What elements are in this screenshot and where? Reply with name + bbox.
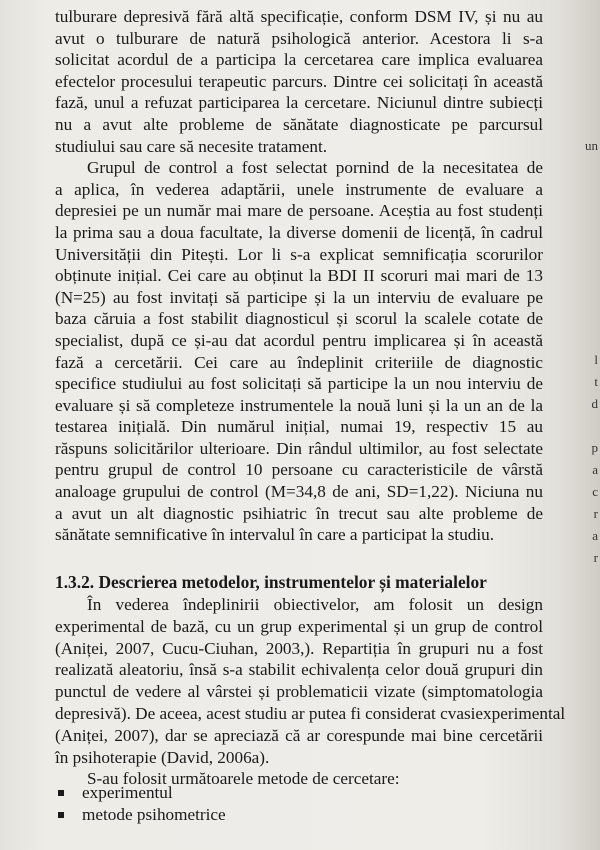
- text-line: baza căruia a fost stabilit diagnosticul și scorul la scalele cotate de: [55, 309, 543, 329]
- methods-intro: S-au folosit următoarele metode de cercetare:: [87, 769, 400, 789]
- text-line: răspuns solicitărilor ulterioare. Din rândul ultimilor, au fost selectate: [55, 438, 543, 458]
- margin-fragment: un: [585, 138, 598, 153]
- list-item-label: metode psihometrice: [82, 805, 226, 824]
- text-line: (Aniței, 2007), dar se apreciază că ar corespunde mai bine cercetării: [55, 725, 543, 745]
- list-item-label: experimentul: [82, 783, 173, 802]
- text-line: Grupul de control a fost selectat pornind de la necesitatea de: [87, 158, 543, 178]
- text-line: Universității din Pitești. Lor li s-a explicat semnificația scorurilor: [55, 244, 543, 264]
- text-line: sănătate semnificative în intervalul în care a participat la studiu.: [55, 525, 495, 545]
- margin-fragment: p: [591, 440, 598, 455]
- text-line: tulburare depresivă fără altă specificație, conform DSM IV, și nu au: [55, 7, 543, 26]
- text-line: fază a cercetării. Cei care au îndeplinit criteriile de diagnostic: [55, 352, 543, 372]
- margin-fragment: c: [592, 484, 598, 499]
- list-item: [58, 782, 226, 804]
- text-line: nu a avut alte probleme de sănătate diagnosticate pe parcursul: [55, 114, 543, 134]
- text-line: avut o tulburare de natură psihologică anterior. Acestora li s-a: [55, 28, 543, 48]
- text-line: a avut un alt diagnostic psihiatric în trecut sau alte probleme de: [55, 503, 543, 523]
- margin-fragment: a: [592, 528, 598, 543]
- adjacent-page-edge: [574, 0, 600, 850]
- margin-fragment: l: [594, 352, 598, 367]
- text-line: în psihoterapie (David, 2006a).: [55, 747, 270, 767]
- text-line: obținute inițial. Cei care au obținut la BDI II scoruri mai mari de 13: [55, 266, 543, 286]
- text-line: punctul de vedere al vârstei și problematicii vizate (simptomatologia: [55, 682, 543, 702]
- margin-fragment: d: [591, 396, 598, 411]
- text-line: la prima sau a doua facultate, la diverse domenii de licență, în cadrul: [55, 222, 543, 242]
- margin-fragment: a: [592, 462, 598, 477]
- text-line: (N=25) au fost invitați să participe și la un interviu de evaluare pe: [55, 287, 543, 307]
- methods-list: [58, 782, 226, 826]
- margin-fragment: t: [594, 374, 598, 389]
- text-line: depresivă). De aceea, acest studiu ar putea fi considerat cvasiexperimental: [55, 703, 566, 723]
- list-item: [58, 804, 226, 826]
- square-bullet-icon: [58, 790, 64, 796]
- text-line: fază, unul a refuzat participarea la cercetare. Niciunul dintre subiecți: [55, 93, 543, 113]
- text-line: efectelor procesului terapeutic parcurs. Dintre cei solicitați în această: [55, 71, 543, 91]
- text-line: realizată aleatoriu, însă s-a stabilit echivalența celor două grupuri din: [55, 660, 543, 680]
- text-line: solicitat acordul de a participa la cercetarea care implica evaluarea: [55, 50, 543, 70]
- margin-fragment: r: [593, 506, 598, 521]
- text-line: depresiei pe un număr mai mare de persoane. Aceștia au fost studenți: [55, 201, 543, 221]
- text-line: specialist, după ce și-au dat acordul pentru implicarea și în această: [55, 330, 543, 350]
- text-line: (Aniței, 2007, Cucu-Ciuhan, 2003,). Repartiția în grupuri nu a fost: [55, 638, 543, 658]
- section-heading: 1.3.2. Descrierea metodelor, instrumentelor și materialelor: [55, 572, 487, 592]
- text-line: testarea inițială. Din numărul inițial, numai 19, respectiv 15 au: [55, 417, 543, 437]
- text-line: În vederea îndeplinirii obiectivelor, am folosit un design: [87, 595, 543, 614]
- text-line: evaluare și să completeze instrumentele la nouă luni și la un an de la: [55, 395, 543, 415]
- text-line: studiului sau care să necesite tratament.: [55, 136, 328, 156]
- text-line: specifice studiului au fost solicitați să participe la un nou interviu de: [55, 374, 543, 394]
- margin-fragment: r: [593, 550, 598, 565]
- text-line: analoage grupului de control (M=34,8 de ani, SD=1,22). Niciuna nu: [55, 482, 543, 502]
- square-bullet-icon: [58, 812, 64, 818]
- text-line: a aplica, în vederea adaptării, unele instrumente de evaluare a: [55, 179, 543, 199]
- main-text-top: [55, 6, 543, 546]
- text-line: pentru grupul de control 10 persoane cu caracteristicile de vârstă: [55, 460, 543, 480]
- text-line: experimental de bază, cu un grup experimental și un grup de control: [55, 616, 543, 636]
- main-text-bottom: [55, 594, 566, 790]
